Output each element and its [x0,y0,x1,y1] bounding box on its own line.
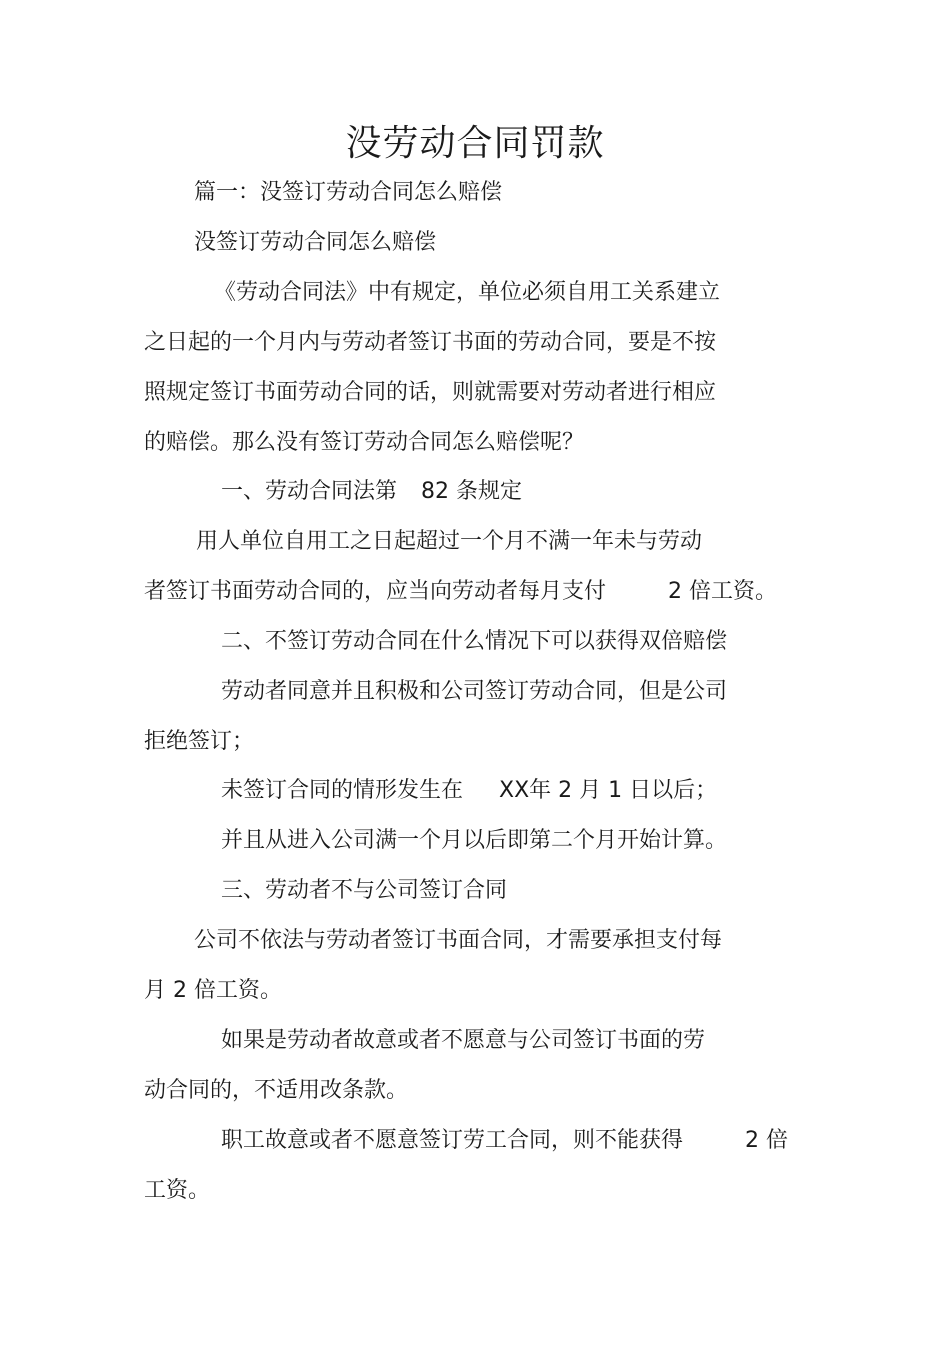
paragraph-line: 拒绝签订； [144,729,255,754]
paragraph-line: 公司不依法与劳动者签订书面合同，才需要承担支付每 [194,928,723,953]
paragraph-line: 劳动者同意并且积极和公司签订劳动合同，但是公司 [221,679,728,704]
paragraph-line: 并且从进入公司满一个月以后即第二个月开始计算。 [221,828,728,853]
paragraph-line: 的赔偿。那么没有签订劳动合同怎么赔偿呢？ [144,430,585,455]
list-heading-three: 三、劳动者不与公司签订合同 [221,878,508,903]
paragraph-text: 者签订书面劳动合同的，应当向劳动者每月支付 [144,579,607,604]
paragraph-date: XX年 2 月 1 日以后； [499,778,718,803]
list-heading-one [221,477,522,507]
paragraph-line: 之日起的一个月内与劳动者签订书面的劳动合同，要是不按 [144,330,717,355]
paragraph-line: 《劳动合同法》中有规定，单位必须自用工关系建立 [214,280,721,305]
paragraph-value: 2 倍工资。 [668,579,778,604]
paragraph-line [144,577,777,607]
paragraph-line: 动合同的，不适用改条款。 [144,1078,409,1103]
list-heading-two: 二、不签订劳动合同在什么情况下可以获得双倍赔偿 [221,629,728,654]
section-subtitle: 没签订劳动合同怎么赔偿 [194,230,437,255]
paragraph-line: 照规定签订书面劳动合同的话，则就需要对劳动者进行相应 [144,380,717,405]
paragraph-line: 月 2 倍工资。 [144,978,282,1003]
paragraph-line: 工资。 [144,1178,211,1203]
paragraph-value: 2 倍 [745,1128,789,1153]
paragraph-line [221,776,717,806]
paragraph-line: 如果是劳动者故意或者不愿意与公司签订书面的劳 [221,1028,706,1053]
chapter-heading: 篇一：没签订劳动合同怎么赔偿 [194,180,503,205]
paragraph-line: 用人单位自用工之日起超过一个月不满一年未与劳动 [196,529,703,554]
paragraph-text: 职工故意或者不愿意签订劳工合同，则不能获得 [221,1128,684,1153]
document-title: 没劳动合同罚款 [345,123,605,164]
list-heading-number: 82 条规定 [421,479,523,504]
paragraph-text: 未签订合同的情形发生在 [221,778,464,803]
paragraph-line [221,1126,788,1156]
list-heading-text: 一、劳动合同法第 [221,479,398,504]
